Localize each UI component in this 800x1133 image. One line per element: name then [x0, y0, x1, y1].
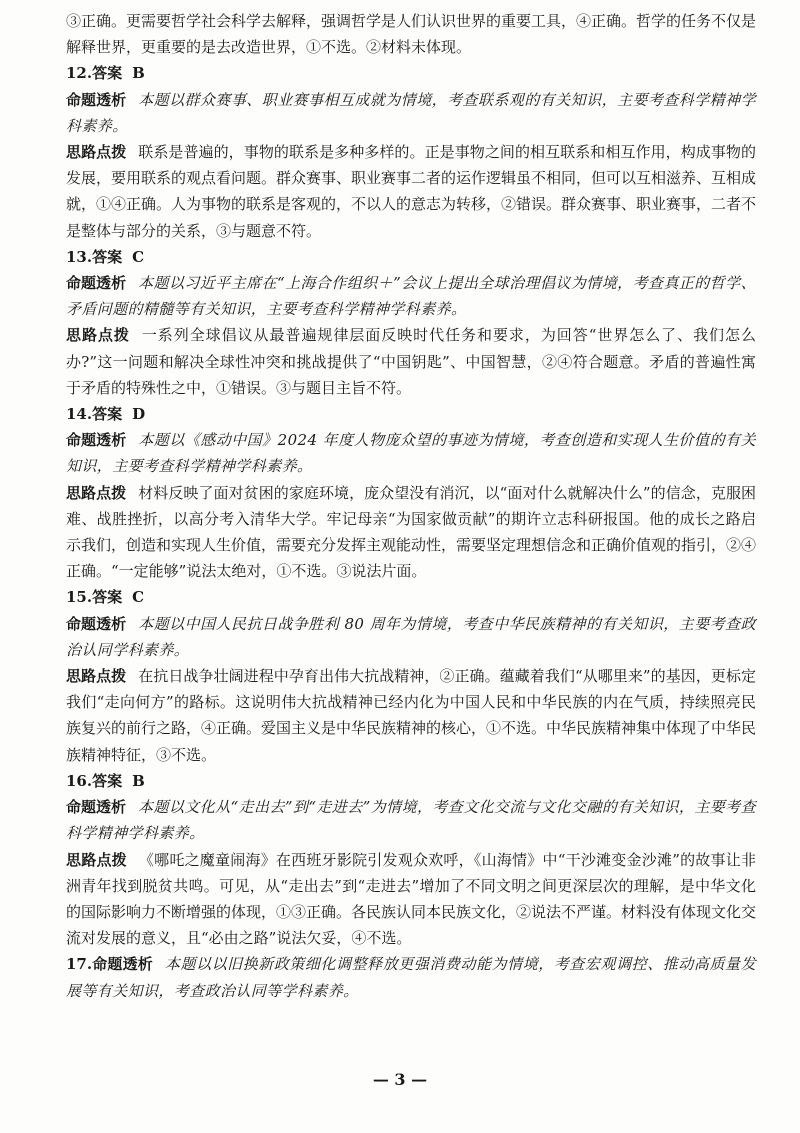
- answer-label: 答案: [92, 588, 123, 607]
- idea-text: 一系列全球倡议从最普遍规律层面反映时代任务和要求，为回答“世界怎么了、我们怎么办?”这一问题和解决全球性冲突和挑战提供了“中国钥匙”、中国智慧，②④符合题意。矛盾的普遍性寓于矛盾的特殊性之中，①错误。③与题目主旨不符。: [66, 326, 756, 397]
- question-number: 12.: [66, 64, 93, 83]
- idea-label: 思路点拨: [66, 143, 127, 162]
- question-number: 13.: [66, 247, 93, 266]
- answer-line: [66, 768, 756, 794]
- question-17-label: 17.命题透析: [66, 955, 153, 974]
- answer-value: D: [132, 405, 146, 424]
- answer-line: [66, 244, 756, 270]
- analysis-label: 命题透析: [66, 614, 127, 633]
- idea-text: 《哪吒之魔童闹海》在西班牙影院引发观众欢呼，《山海情》中“干沙滩变金沙滩”的故事让非洲青年找到脱贫共鸣。可见，从“走出去”到“走进去”增加了不同文明之间更深层次的理解，是中华文化的国际影响力不断增强的体现，①③正确。各民族认同本民族文化，②说法不严谨。材料没有体现文化交流对发展的意义，且“必由之路”说法欠妥，④不选。: [66, 850, 757, 948]
- question-number: 15.: [66, 588, 93, 607]
- answer-label: 答案: [92, 405, 123, 424]
- analysis-text: 本题以文化从“走出去”到“走进去”为情境，考查文化交流与文化交融的有关知识，主要考查科学精神学科素养。: [66, 798, 756, 843]
- answer-line: [66, 401, 756, 427]
- idea-row: [66, 847, 756, 952]
- analysis-label: 命题透析: [66, 274, 127, 293]
- idea-label: 思路点拨: [66, 667, 127, 686]
- idea-row: [66, 663, 756, 768]
- answer-label: 答案: [92, 247, 123, 266]
- idea-label: 思路点拨: [66, 850, 127, 869]
- answer-line: [66, 584, 756, 610]
- answer-value: B: [132, 771, 145, 790]
- answer-line: [66, 60, 756, 86]
- question-number: 14.: [66, 405, 93, 424]
- question-17: [66, 951, 756, 1003]
- answer-value: B: [132, 64, 145, 83]
- analysis-text: 本题以群众赛事、职业赛事相互成就为情境，考查联系观的有关知识，主要考查科学精神学科素养。: [66, 90, 756, 135]
- question-17-analysis: 本题以以旧换新政策细化调整释放更强消费动能为情境，考查宏观调控、推动高质量发展等有关知识，考查政治认同等学科素养。: [66, 955, 756, 1000]
- answer-label: 答案: [92, 771, 123, 790]
- idea-text: 在抗日战争壮阔进程中孕育出伟大抗战精神，②正确。蕴藏着我们“从哪里来”的基因，更标定我们“走向何方”的路标。这说明伟大抗战精神已经内化为中国人民和中华民族的内在气质，持续照亮民族复兴的前行之路，④正确。爱国主义是中华民族精神的核心，①不选。中华民族精神集中体现了中华民族精神特征，③不选。: [66, 667, 757, 764]
- analysis-label: 命题透析: [66, 798, 127, 817]
- analysis-row: [66, 611, 756, 663]
- idea-text: 材料反映了面对贫困的家庭环境，庞众望没有消沉，以“面对什么就解决什么”的信念，克服困难、战胜挫折，以高分考入清华大学。牢记母亲“为国家做贡献”的期许立志科研报国。他的成长之路启示我们，创造和实现人生价值，需要充分发挥主观能动性，需要坚定理想信念和正确价值观的指引，②④正确。“一定能够”说法太绝对，①不选。③说法片面。: [66, 483, 757, 581]
- question-number: 16.: [66, 771, 93, 790]
- idea-text: 联系是普遍的，事物的联系是多种多样的。正是事物之间的相互联系和相互作用，构成事物的发展，要用联系的观点看问题。群众赛事、职业赛事二者的运作逻辑虽不相同，但可以互相滋养、互相成就，①④正确。人为事物的联系是客观的，不以人的意志为转移，②错误。群众赛事、职业赛事，二者不是整体与部分的关系，③与题意不符。: [66, 143, 757, 240]
- analysis-text: 本题以中国人民抗日战争胜利 80 周年为情境，考查中华民族精神的有关知识，主要考查政治认同学科素养。: [66, 614, 756, 659]
- analysis-row: [66, 794, 756, 846]
- analysis-row: [66, 87, 756, 139]
- idea-row: [66, 480, 756, 585]
- intro-paragraph: ③正确。更需要哲学社会科学去解释，强调哲学是人们认识世界的重要工具，④正确。哲学的任务不仅是解释世界，更重要的是去改造世界，①不选。②材料未体现。: [66, 12, 757, 57]
- idea-row: [66, 139, 756, 244]
- analysis-label: 命题透析: [66, 90, 127, 109]
- question-block: [66, 60, 756, 243]
- question-list: [66, 60, 756, 951]
- question-block: [66, 768, 756, 951]
- question-block: [66, 244, 756, 401]
- answer-value: C: [132, 588, 145, 607]
- question-block: [66, 401, 756, 584]
- answer-value: C: [132, 247, 145, 266]
- idea-label: 思路点拨: [66, 483, 127, 502]
- analysis-row: [66, 270, 756, 322]
- idea-row: [66, 322, 756, 401]
- analysis-text: 本题以《感动中国》2024 年度人物庞众望的事迹为情境，考查创造和实现人生价值的有关知识，主要考查科学精神学科素养。: [66, 431, 756, 476]
- analysis-row: [66, 427, 756, 479]
- analysis-text: 本题以习近平主席在“上海合作组织＋”会议上提出全球治理倡议为情境，考查真正的哲学、矛盾问题的精髓等有关知识，主要考查科学精神学科素养。: [66, 274, 756, 319]
- page-number: — 3 —: [372, 1070, 428, 1089]
- analysis-label: 命题透析: [66, 431, 127, 450]
- question-block: [66, 584, 756, 767]
- idea-label: 思路点拨: [66, 326, 130, 345]
- answer-label: 答案: [92, 64, 123, 83]
- page-content: [66, 8, 756, 1004]
